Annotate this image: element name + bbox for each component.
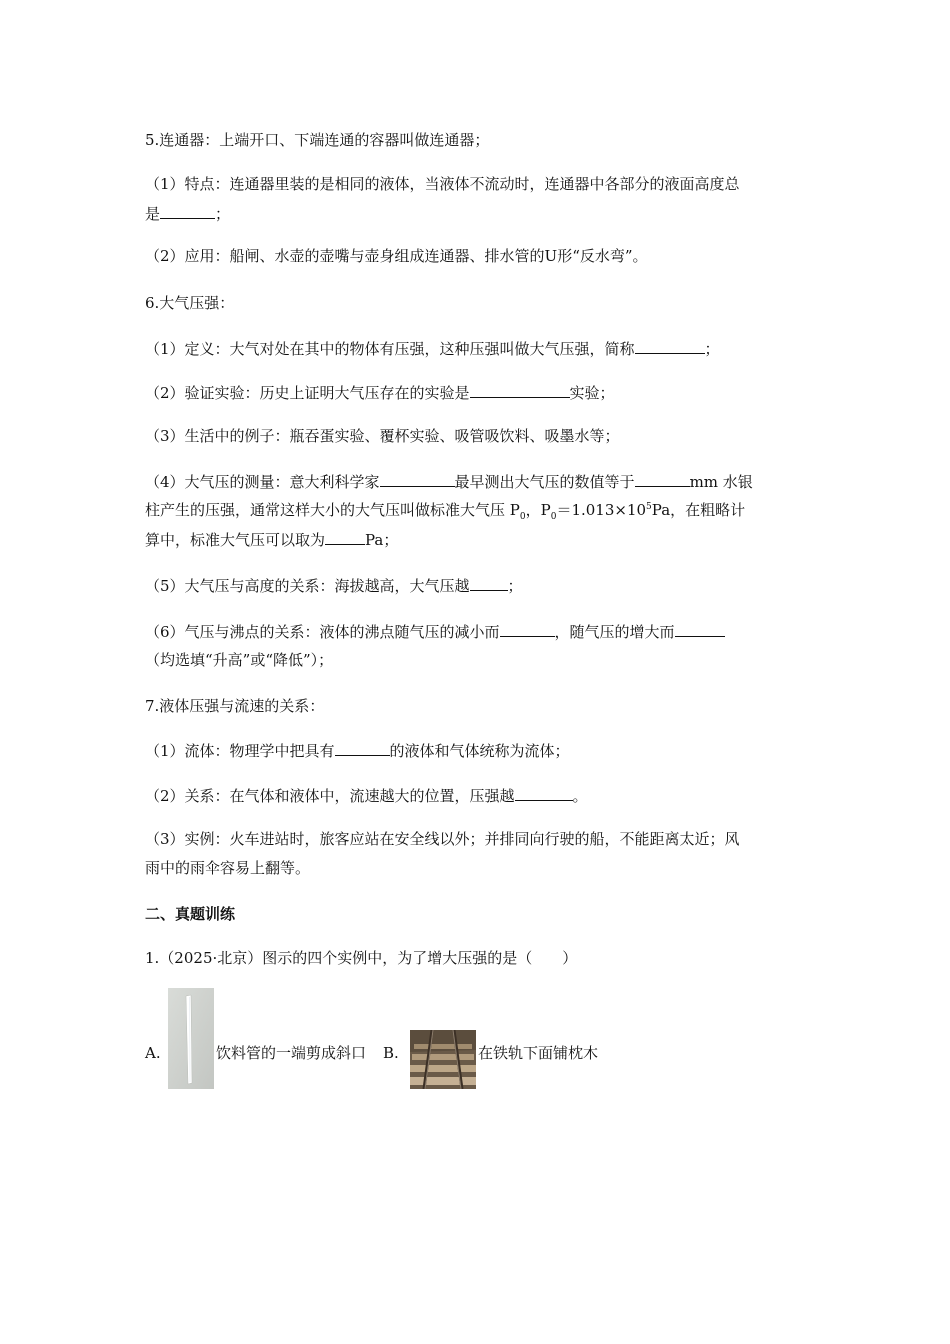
answer-blank[interactable] (515, 785, 573, 801)
answer-blank[interactable] (335, 740, 390, 756)
section-7-item-3: （3）实例：火车进站时，旅客应站在安全线以外；并排同向行驶的船，不能距离太近；风 (145, 830, 740, 848)
section-5-item-2: （2）应用：船闸、水壶的壶嘴与壶身组成连通器、排水管的U形“反水弯”。 (145, 247, 648, 265)
section-6-item-4-cont2: 算中，标准大气压可以取为 Pa； (145, 531, 399, 549)
straw-image (168, 988, 214, 1089)
option-a-text: 饮料管的一端剪成斜口 (216, 1044, 367, 1062)
railway-image (410, 1030, 476, 1089)
section-7-item-2: （2）关系：在气体和液体中，流速越大的位置，压强越 。 (145, 787, 588, 805)
section-5-item-1: （1）特点：连通器里装的是相同的液体，当液体不流动时，连通器中各部分的液面高度总 (145, 175, 740, 193)
section-6-item-3: （3）生活中的例子：瓶吞蛋实验、覆杯实验、吸管吸饮料、吸墨水等； (145, 427, 620, 445)
section-6-item-1: （1）定义：大气对处在其中的物体有压强，这种压强叫做大气压强，简称 ； (145, 340, 720, 358)
answer-blank[interactable] (325, 529, 365, 545)
section-heading: 二、真题训练 (145, 905, 236, 923)
section-7-item-3-cont: 雨中的雨伞容易上翻等。 (145, 859, 311, 877)
section-6-item-2: （2）验证实验：历史上证明大气压存在的实验是 实验； (145, 384, 615, 402)
section-6-item-5: （5）大气压与高度的关系：海拔越高，大气压越 ； (145, 577, 523, 595)
answer-blank[interactable] (380, 471, 455, 487)
section-6-item-4: （4）大气压的测量：意大利科学家 最早测出大气压的数值等于 mm 水银 (145, 473, 753, 491)
section-6-title: 6.大气压强： (145, 294, 235, 312)
section-7-item-1: （1）流体：物理学中把具有 的液体和气体统称为流体； (145, 742, 570, 760)
answer-blank[interactable] (470, 575, 508, 591)
section-7-title: 7.液体压强与流速的关系： (145, 697, 325, 715)
question-1-stem: 1.（2025·北京）图示的四个实例中，为了增大压强的是（ ） (145, 949, 578, 967)
answer-blank[interactable] (470, 382, 570, 398)
option-a-label[interactable]: A. (145, 1044, 161, 1062)
answer-blank[interactable] (675, 621, 725, 637)
section-5-item-1-cont: 是 ； (145, 205, 231, 223)
option-b-text: 在铁轨下面铺枕木 (478, 1044, 599, 1062)
answer-blank[interactable] (635, 471, 690, 487)
section-6-item-4-cont: 柱产生的压强，通常这样大小的大气压叫做标准大气压 $P_0$，$P_0=1.013\times 10^5Pa$，在粗略计 (145, 501, 746, 522)
answer-blank[interactable] (500, 621, 555, 637)
section-5-title: 5.连通器：上端开口、下端连通的容器叫做连通器； (145, 131, 490, 149)
option-b-label[interactable]: B. (383, 1044, 399, 1062)
section-6-item-6: （6）气压与沸点的关系：液体的沸点随气压的减小而 ，随气压的增大而 (145, 621, 725, 642)
answer-blank[interactable] (635, 338, 705, 354)
section-6-item-6-cont: （均选填“升高”或“降低”）； (145, 651, 334, 669)
answer-blank[interactable] (160, 203, 215, 219)
